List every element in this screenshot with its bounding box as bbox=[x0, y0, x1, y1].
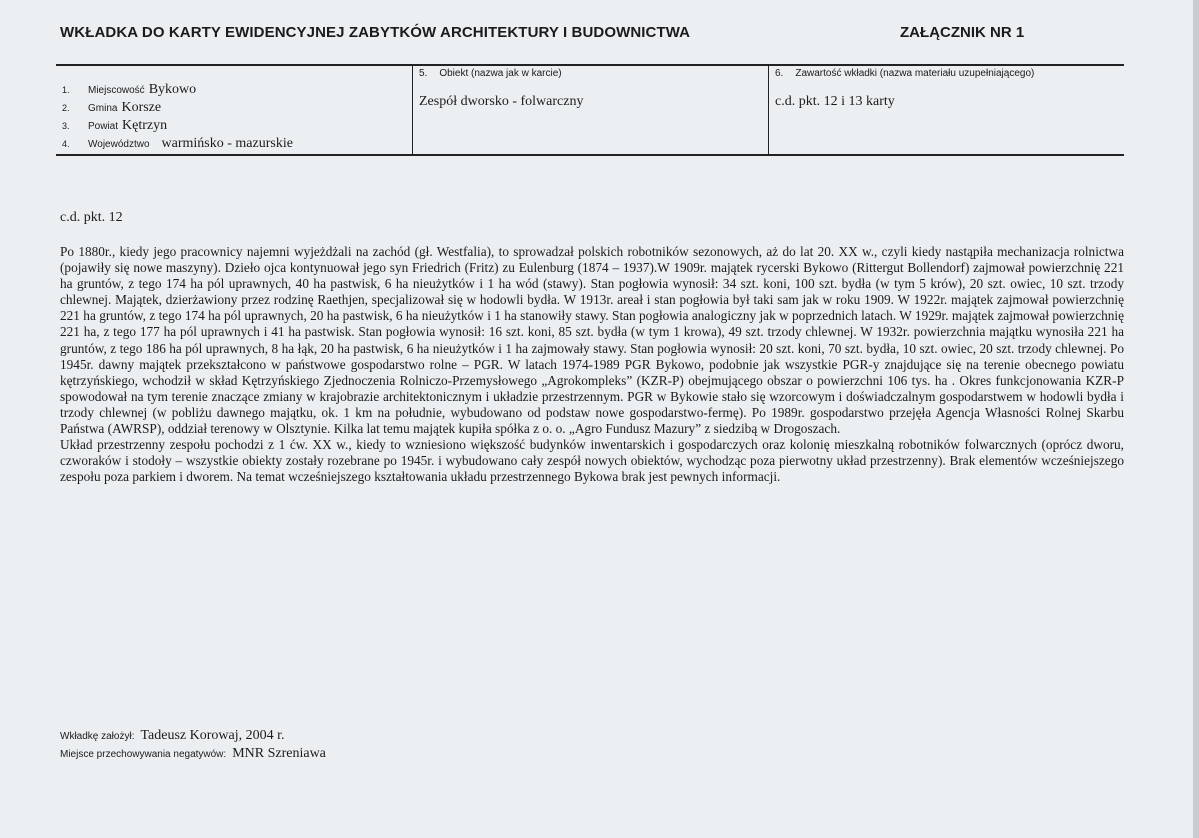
commune-label: Gmina bbox=[88, 103, 118, 114]
storage-label: Miejsce przechowywania negatywów: bbox=[60, 749, 227, 760]
footer-storage bbox=[60, 744, 326, 762]
county-value: Kętrzyn bbox=[122, 118, 168, 133]
commune-value: Korsze bbox=[121, 100, 162, 115]
column-number: 5. bbox=[419, 68, 428, 79]
voivodeship-value: warmińsko - mazurskie bbox=[161, 136, 293, 151]
storage-value: MNR Szreniawa bbox=[232, 746, 326, 761]
author-value: Tadeusz Korowaj, 2004 r. bbox=[140, 728, 285, 743]
row-number: 4. bbox=[62, 139, 70, 149]
paragraph-history: Po 1880r., kiedy jego pracownicy najemni wyjeżdżali na zachód (gł. Westfalia), to sprowadzał polskich robotników sezonowych, aż do lat 20. XX w., czyli kiedy nastąpiła mechanizacja rolnictwa (pojawiły się nowe maszyny). Dzieło ojca kontynuował jego syn Friedrich (Fritz) zu Eulenburg (1874 – 1937).W 1909r. majątek rycerski Bykowo (Rittergut Bollendorf) zajmował powierzchnię 221 ha gruntów, z tego 174 ha pól uprawnych, 40 ha pastwisk, 6 ha nieużytków i 1 ha wód (stawy). Stan pogłowia wynosił: 34 szt. koni, 100 szt. bydła (w tym 5 krów), 20 szt. owiec, 10 szt. trzody chlewnej. Majątek, dzierżawiony przez rodzinę Raethjen, specjalizował się w hodowli bydła. W 1913r. areał i stan pogłowia był taki sam jak w roku 1909. W 1922r. majątek zajmował powierzchnię 221 ha gruntów, z tego 174 ha pól uprawnych, 20 ha pastwisk, 6 ha nieużytków i 1 ha stanowiły stawy. Stan pogłowia analogiczny jak w poprzednich latach. W 1929r. majątek zajmował powierzchnię 221 ha, z tego 177 ha pól uprawnych i 41 ha pastwisk. Stan pogłowia wynosił: 16 szt. koni, 85 szt. bydła (w tym 1 krowa), 49 szt. trzody chlewnej. W 1932r. powierzchnia majątku wynosiła 221 ha gruntów, z tego 186 ha pól uprawnych, 8 ha łąk, 20 ha pastwisk, 6 ha nieużytków i 1 ha zajmowały stawy. Stan pogłowia wynosił: 20 szt. koni, 70 szt. bydła, 10 szt. owiec, 20 szt. trzody chlewnej. Po 1945r. dawny majątek przekształcono w państwowe gospodarstwo rolne – PGR. W latach 1974-1989 PGR Bykowo, podobnie jak wszystkie PGR-y znajdujące się na terenie obecnego powiatu kętrzyńskiego, wchodził w skład Kętrzyńskiego Zjednoczenia Rolniczo-Przemysłowego „Agrokompleks” (KZR-P) obejmującego obszar o powierzchni 106 tys. ha . Okres funkcjonowania KZR-P spowodował na tym terenie znaczące zmiany w krajobrazie architektonicznym i układzie przestrzennym. PGR w Bykowie stało się wzorcowym i doświadczalnym gospodarstwem w hodowli bydła i trzody chlewnej (w pobliżu dawnego majątku, ok. 1 km na południe, wybudowano od podstaw nowe gospodarstwo-fermę). Po 1989r. gospodarstwo przejęła Agencja Własności Rolnej Skarbu Państwa (AWRSP), oddział terenowy w Olsztynie. Kilka lat temu majątek kupiła spółka z o. o. „Agro Fundusz Mazury” z siedzibą w Drogoszach. bbox=[60, 244, 1124, 437]
contents-cell bbox=[768, 66, 1125, 154]
location-row-county bbox=[62, 116, 167, 134]
body-text bbox=[60, 244, 1124, 485]
object-header bbox=[419, 68, 562, 79]
contents-header bbox=[775, 68, 1034, 79]
county-label: Powiat bbox=[88, 121, 119, 132]
object-cell bbox=[412, 66, 769, 154]
page-edge bbox=[1193, 0, 1199, 838]
row-number: 3. bbox=[62, 121, 70, 131]
section-reference: c.d. pkt. 12 bbox=[60, 210, 123, 225]
town-label: Miejscowość bbox=[88, 85, 145, 96]
voivodeship-label: Województwo bbox=[88, 139, 150, 150]
footer-author bbox=[60, 726, 285, 744]
annex-label: ZAŁĄCZNIK NR 1 bbox=[900, 24, 1025, 41]
column-number: 6. bbox=[775, 68, 784, 79]
info-table bbox=[56, 64, 1124, 156]
location-row-town bbox=[62, 80, 196, 98]
contents-label: Zawartość wkładki (nazwa materiału uzupełniającego) bbox=[795, 68, 1035, 79]
location-row-commune bbox=[62, 98, 161, 116]
location-cell bbox=[56, 66, 412, 154]
town-value: Bykowo bbox=[148, 82, 197, 97]
location-row-voivodeship bbox=[62, 134, 293, 152]
row-number: 1. bbox=[62, 85, 70, 95]
document-title: WKŁADKA DO KARTY EWIDENCYJNEJ ZABYTKÓW ARCHITEKTURY I BUDOWNICTWA bbox=[60, 24, 691, 41]
object-label: Obiekt (nazwa jak w karcie) bbox=[439, 68, 562, 79]
contents-value: c.d. pkt. 12 i 13 karty bbox=[775, 94, 895, 109]
author-label: Wkładkę założył: bbox=[60, 731, 135, 742]
object-value: Zespół dworsko - folwarczny bbox=[419, 94, 584, 109]
paragraph-layout: Układ przestrzenny zespołu pochodzi z 1 ćw. XX w., kiedy to wzniesiono większość budynków inwentarskich i gospodarczych oraz kolonię mieszkalną robotników folwarcznych (oprócz dworu, czworaków i stodoły – wszystkie obiekty zostały rozebrane po 1945r. i wybudowano cały zespół nowych obiektów, wychodząc poza pierwotny układ przestrzenny). Brak elementów wcześniejszego zespołu poza parkiem i dworem. Na temat wcześniejszego kształtowania układu przestrzennego Bykowa brak jest pewnych informacji. bbox=[60, 437, 1124, 485]
row-number: 2. bbox=[62, 103, 70, 113]
